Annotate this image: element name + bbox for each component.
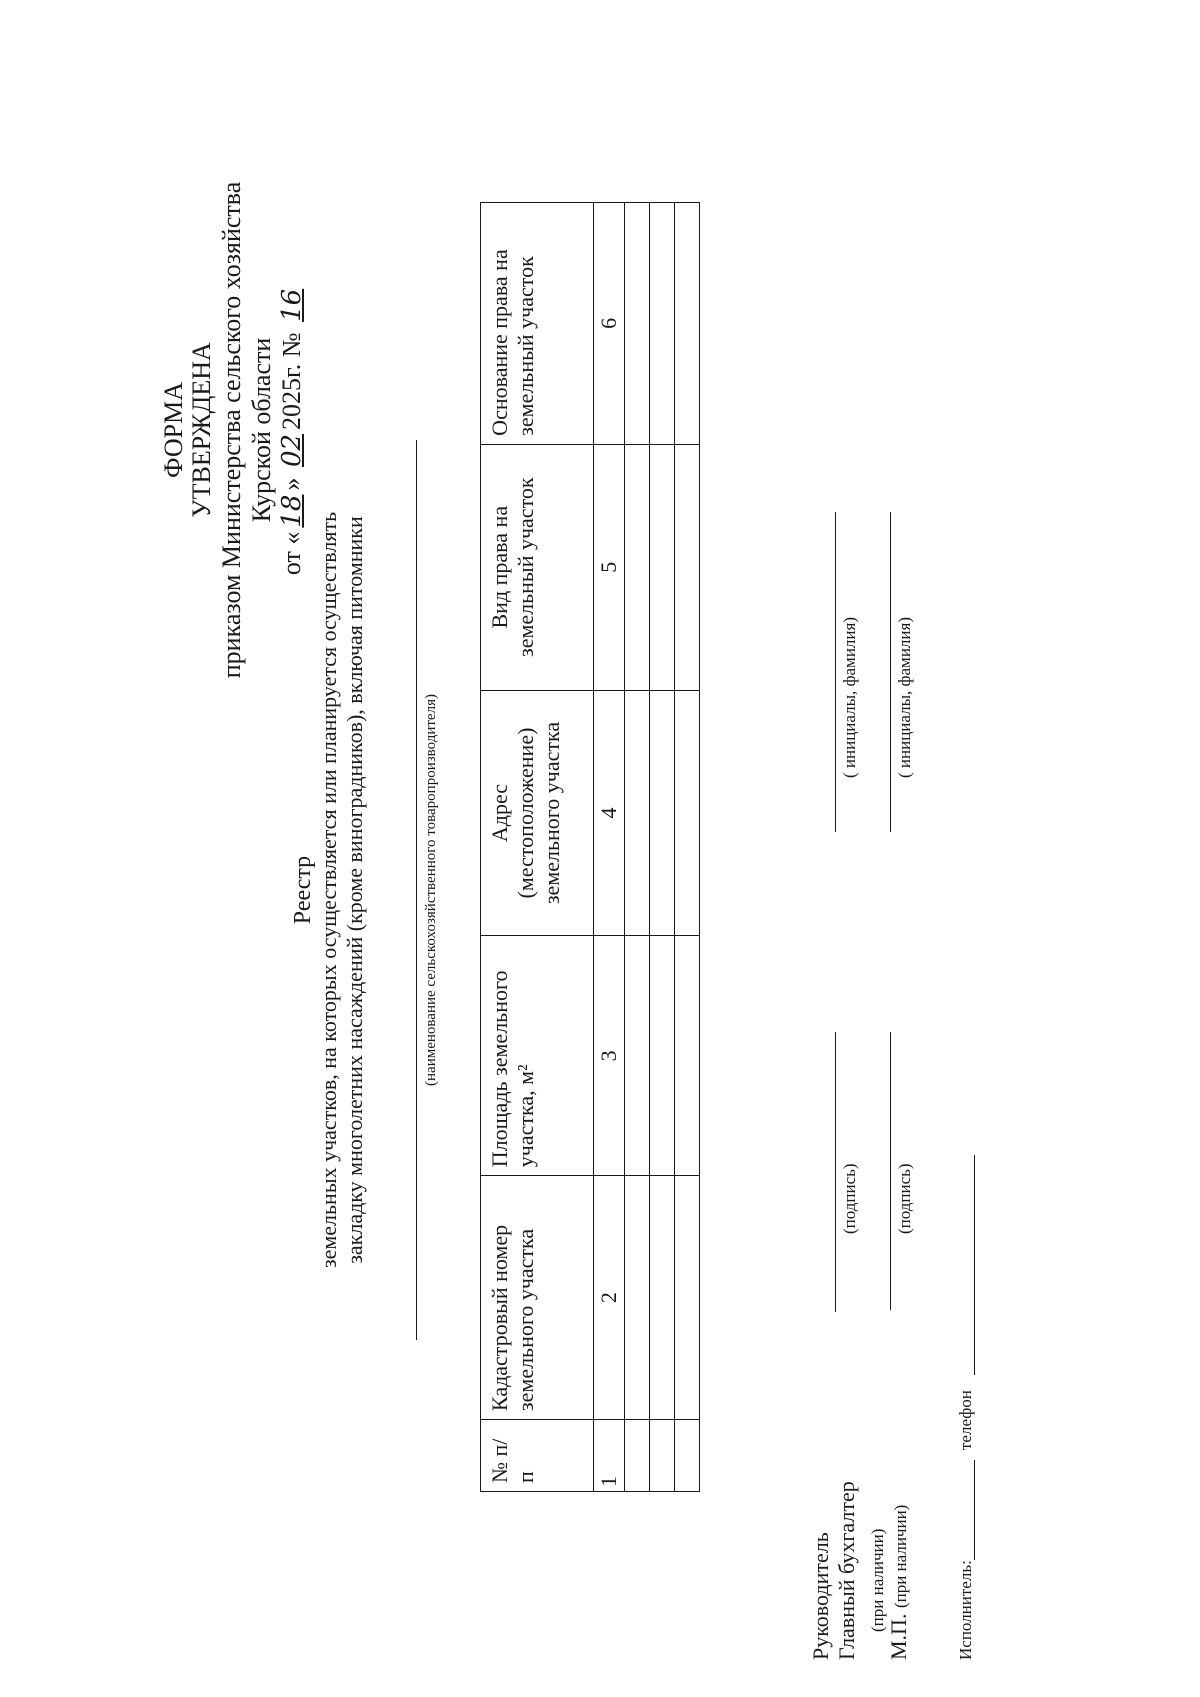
table-cell	[675, 444, 700, 690]
register-heading	[290, 360, 441, 1420]
accountant-label: Главный бухгалтер	[834, 1481, 859, 1660]
head-label: Руководитель	[808, 1532, 833, 1660]
approved-label: УТВЕРЖДЕНА	[187, 342, 216, 518]
register-subtitle-1: земельных участков, на которых осуществляется или планируется осуществлять	[316, 511, 341, 1269]
approval-region: Курской области	[247, 337, 276, 523]
stamp-text: М.П.	[886, 1613, 911, 1660]
table-cell	[625, 1420, 650, 1492]
col-header-right-basis: Основание права на земельный участок	[481, 203, 594, 445]
accountant-initials-caption: ( инициалы, фамилия)	[895, 617, 914, 778]
table-cell	[675, 1176, 700, 1420]
table-row	[675, 203, 700, 1492]
table-cell	[675, 690, 700, 936]
col-header-address: Адрес (местоположение) земельного участка	[481, 690, 594, 936]
table-cell	[675, 203, 700, 445]
table-cell	[675, 936, 700, 1176]
producer-name-line	[416, 440, 417, 1340]
date-month: 02	[277, 433, 307, 468]
accountant-signature-caption: (подпись)	[895, 1163, 914, 1234]
table-cell	[625, 1176, 650, 1420]
producer-caption: (наименование сельскохозяйственного товаропроизводителя)	[423, 694, 439, 1086]
col-number-1: 1	[594, 1420, 625, 1492]
head-signature-caption: (подпись)	[840, 1163, 859, 1234]
col-header-right-type: Вид права на земельный участок	[481, 444, 594, 690]
table-cell	[625, 203, 650, 445]
table-cell	[675, 1420, 700, 1492]
accountant-signature-line	[890, 1032, 891, 1310]
table-cell	[650, 203, 675, 445]
phone-label: телефон	[956, 1390, 975, 1450]
date-year: 2025г. №	[277, 332, 306, 430]
accountant-initials-line	[890, 512, 891, 832]
date-day: 18	[277, 494, 307, 528]
table-header-row	[481, 203, 594, 1492]
table-cell	[625, 690, 650, 936]
stamp-label	[886, 1505, 914, 1660]
table-cell	[650, 936, 675, 1176]
accountant-if-any: (при наличии)	[868, 1528, 887, 1632]
col-header-cadastral: Кадастровый номер земельного участка	[481, 1176, 594, 1420]
table-cell	[650, 1420, 675, 1492]
table-cell	[650, 444, 675, 690]
phone-line	[974, 1155, 975, 1375]
table-cell	[650, 690, 675, 936]
date-prefix: от «	[277, 531, 306, 576]
head-signature-line	[835, 1032, 836, 1312]
table-cell	[625, 936, 650, 1176]
executor-label: Исполнитель:	[956, 1560, 975, 1660]
register-table	[480, 202, 700, 1492]
col-number-3: 3	[594, 936, 625, 1176]
col-number-4: 4	[594, 690, 625, 936]
col-number-6: 6	[594, 203, 625, 445]
table-cell	[625, 444, 650, 690]
col-header-area: Площадь земельного участка, м²	[481, 936, 594, 1176]
col-number-5: 5	[594, 444, 625, 690]
approval-ministry: приказом Министерства сельского хозяйства	[217, 181, 246, 679]
executor-line	[974, 1460, 975, 1560]
col-header-number: № п/п	[481, 1420, 594, 1492]
table-row	[625, 203, 650, 1492]
register-subtitle-2: закладку многолетних насаждений (кроме виноградников), включая питомники	[342, 516, 367, 1264]
table-numbering-row	[594, 203, 625, 1492]
order-number: 16	[277, 288, 307, 322]
register-title: Реестр	[290, 855, 316, 925]
date-mid: »	[277, 477, 306, 491]
head-initials-caption: ( инициалы, фамилия)	[840, 617, 859, 778]
document-sheet	[50, 120, 1070, 1660]
table-row	[650, 203, 675, 1492]
col-number-2: 2	[594, 1176, 625, 1420]
head-initials-line	[835, 512, 836, 832]
stamp-if-any: (при наличии)	[891, 1504, 910, 1609]
form-label: ФОРМА	[159, 382, 188, 478]
table-cell	[650, 1176, 675, 1420]
